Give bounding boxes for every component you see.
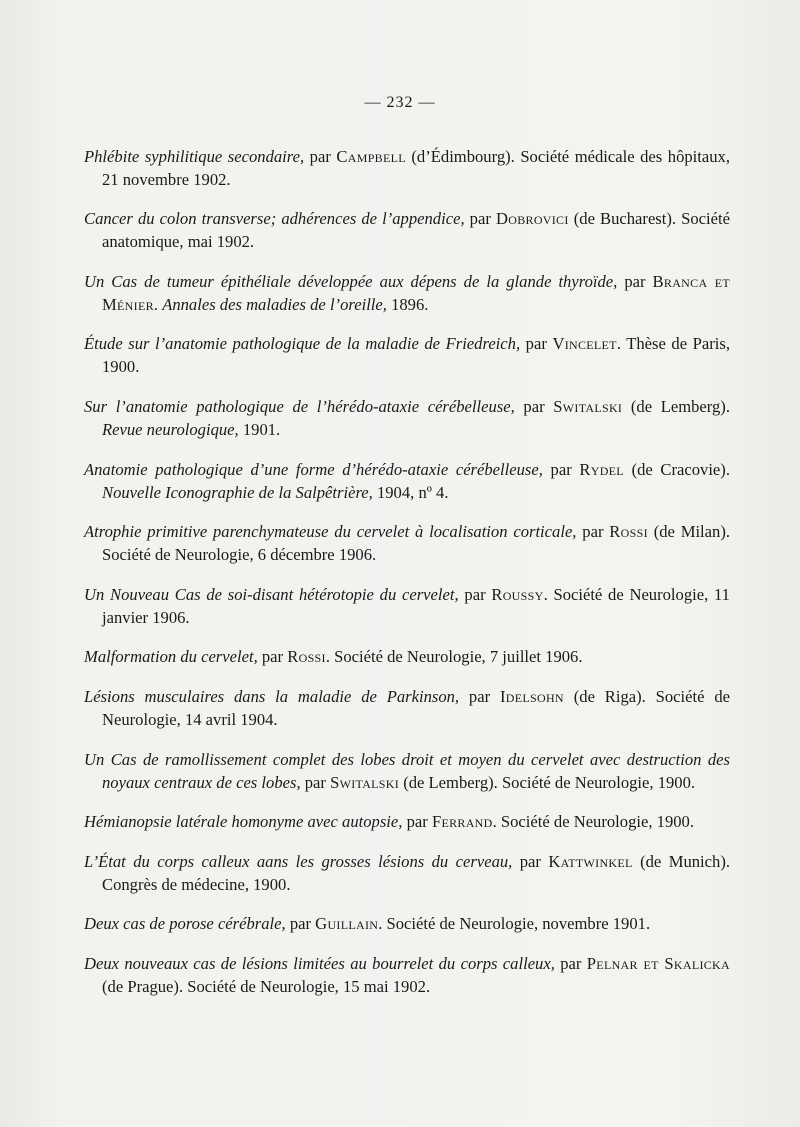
entry-title: L’État du corps calleux aans les grosses lésions du cerveau,: [84, 851, 513, 871]
entry-title: Un Cas de tumeur épithéliale développée aux dépens de la glande thyroïde,: [84, 271, 618, 291]
entry-title: Hémianopsie latérale homonyme avec autopsie,: [84, 812, 403, 832]
entry-source: (de Milan). Société de Neurologie, 6 décembre 1906.: [102, 522, 731, 565]
entry-author: Campbell: [336, 146, 406, 166]
page-number: — 232 —: [364, 94, 436, 111]
bibliography-entry: [84, 145, 730, 191]
entry-connector: par: [285, 914, 316, 934]
bibliography-entry: [84, 748, 730, 794]
entry-date: 1901.: [238, 419, 281, 439]
entry-title: Cancer du colon transverse; adhérences de l’appendice,: [84, 209, 465, 229]
entry-author: Pelnar et Skalicka: [586, 953, 730, 973]
entry-source: (de Bucharest). Société anatomique, mai 1902.: [102, 209, 730, 252]
entry-connector: par: [512, 851, 549, 871]
entry-date: 1904, nº 4.: [372, 482, 449, 502]
bibliography-entry: [84, 810, 730, 833]
entry-connector: par: [459, 686, 500, 706]
entry-connector: par: [304, 146, 337, 166]
entry-author: Dobrovici: [495, 209, 569, 229]
entry-connector: par: [542, 459, 580, 479]
entry-title: Sur l’anatomie pathologique de l’hérédo-ataxie cérébelleuse,: [84, 396, 515, 416]
entry-source: . Société de Neurologie, 7 juillet 1906.: [325, 647, 583, 667]
entry-date: 1896.: [386, 294, 429, 314]
entry-source: . Thèse de Paris, 1900.: [102, 334, 730, 377]
bibliography-entry: [84, 332, 730, 378]
entry-source: . Société de Neurologie, novembre 1901.: [378, 914, 651, 934]
bibliography-entry: [84, 583, 730, 629]
bibliography-entry: [84, 912, 730, 935]
entry-connector: par: [520, 334, 553, 354]
entry-source: . Société de Neurologie, 1900.: [492, 812, 694, 832]
entry-author: Ferrand: [431, 812, 493, 832]
entry-author: Roussy: [491, 584, 544, 604]
entry-source: (de Cracovie).: [623, 459, 730, 479]
entry-connector: par: [576, 522, 610, 542]
entry-author: Branca et Ménier: [102, 271, 730, 314]
bibliography-entry: [84, 645, 730, 668]
entry-author: Rydel: [579, 459, 624, 479]
entry-author: Switalski: [553, 396, 623, 416]
bibliography-entry: [84, 685, 730, 731]
entry-connector: par: [617, 271, 653, 291]
entry-connector: par: [464, 209, 496, 229]
entry-title: Lésions musculaires dans la maladie de Parkinson,: [84, 686, 460, 706]
entry-title: Un Nouveau Cas de soi-disant hétérotopie du cervelet,: [84, 584, 459, 604]
entry-source: (de Prague). Société de Neurologie, 15 mai 1902.: [102, 976, 431, 996]
entry-author: Rossi: [287, 647, 326, 667]
entry-source: (d’Édimbourg). Société médicale des hôpitaux, 21 novembre 1902.: [102, 146, 730, 189]
entry-title: Étude sur l’anatomie pathologique de la maladie de Friedreich,: [84, 334, 521, 354]
entry-connector: par: [514, 396, 554, 416]
entry-source: (de Munich). Congrès de médecine, 1900.: [102, 851, 730, 894]
entry-title: Deux nouveaux cas de lésions limitées au bourrelet du corps calleux,: [84, 953, 555, 973]
entry-author: Guillain: [315, 914, 379, 934]
entry-title: Deux cas de porose cérébrale,: [84, 914, 286, 934]
entry-title: Phlébite syphilitique secondaire,: [84, 146, 305, 166]
bibliography-entry: [84, 270, 730, 316]
entry-connector: par: [257, 647, 288, 667]
entry-journal: Annales des maladies de l’oreille,: [162, 294, 387, 314]
entry-author: Kattwinkel: [548, 851, 633, 871]
entry-connector: par: [300, 772, 331, 792]
entry-source: (de Riga). Société de Neurologie, 14 avril 1904.: [102, 686, 730, 729]
entry-title: Un Cas de ramollissement complet des lobes droit et moyen du cervelet avec destruction des noyaux centraux de ces lobes,: [84, 749, 730, 792]
entry-source: (de Lemberg). Société de Neurologie, 1900.: [399, 772, 696, 792]
bibliography-entry: [84, 850, 730, 896]
bibliography-entry: [84, 952, 730, 998]
bibliography-entry: [84, 207, 730, 253]
entry-source: (de Lemberg).: [622, 396, 730, 416]
entry-connector: par: [458, 584, 492, 604]
entry-author: Idelsohn: [499, 686, 564, 706]
entry-journal: Revue neurologique,: [102, 419, 239, 439]
entry-source: . Société de Neurologie, 11 janvier 1906.: [102, 584, 730, 627]
entry-source: .: [153, 294, 163, 314]
bibliography-entry: [84, 458, 730, 504]
entry-author: Switalski: [330, 772, 400, 792]
bibliography-entry: [84, 520, 730, 566]
entry-title: Anatomie pathologique d’une forme d’hérédo-ataxie cérébelleuse,: [84, 459, 543, 479]
bibliography-list: [84, 128, 730, 1014]
entry-title: Atrophie primitive parenchymateuse du cervelet à localisation corticale,: [84, 522, 577, 542]
entry-connector: par: [554, 953, 587, 973]
entry-author: Rossi: [609, 522, 648, 542]
entry-author: Vincelet: [552, 334, 617, 354]
entry-connector: par: [402, 812, 432, 832]
entry-journal: Nouvelle Iconographie de la Salpêtrière,: [102, 482, 373, 502]
bibliography-entry: [84, 395, 730, 441]
entry-title: Malformation du cervelet,: [84, 647, 258, 667]
